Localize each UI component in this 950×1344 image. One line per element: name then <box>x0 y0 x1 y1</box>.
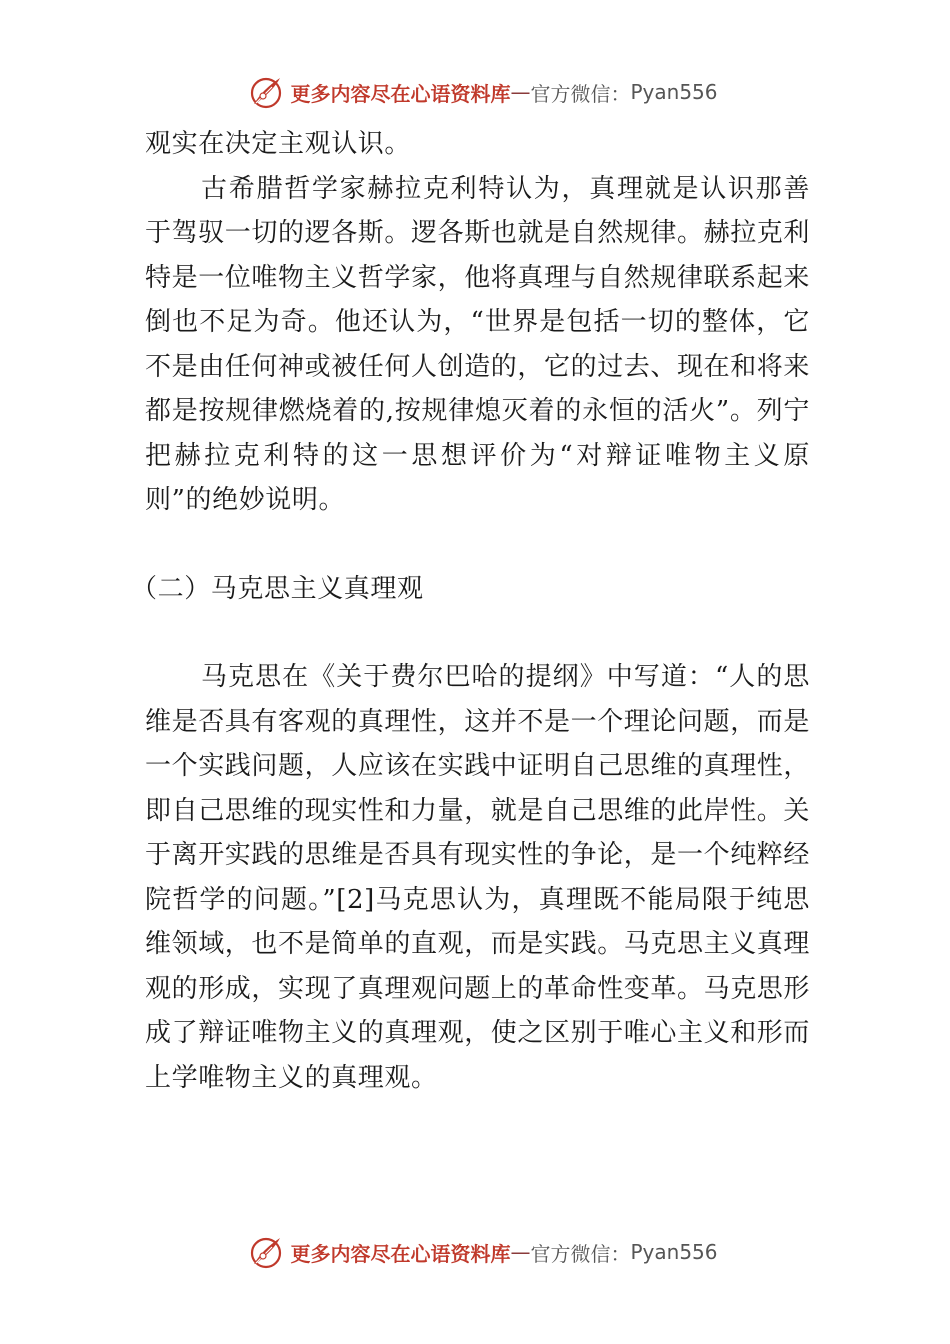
banner-wechat-id: Pyan556 <box>630 1240 718 1264</box>
paragraph-continuation: 观实在决定主观认识。 <box>145 129 412 159</box>
footer-banner-inner <box>246 1232 717 1272</box>
banner-official-label: 官方微信： <box>530 1241 631 1266</box>
header-banner-inner <box>246 72 717 112</box>
paragraph-marx: 马克思在《关于费尔巴哈的提纲》中写道：“人的思维是否具有客观的真理性，这并不是一个理论问题，而是一个实践问题，人应该在实践中证明自己思维的真理性，即自己思维的现实性和力量，就是自己思维的此岸性。关于离开实践的思维是否具有现实性的争论，是一个纯粹经院哲学的问题。”[2]马克思认为，真理既不能局限于纯思维领域，也不是简单的直观，而是实践。马克思主义真理观的形成，实现了真理观问题上的革命性变革。马克思形成了辩证唯物主义的真理观，使之区别于唯心主义和形而上学唯物主义的真理观。 <box>145 662 811 1093</box>
footer-banner <box>0 1230 950 1274</box>
banner-separator: — <box>510 80 531 104</box>
banner-wechat-id: Pyan556 <box>630 80 718 104</box>
banner-separator: — <box>510 1240 531 1264</box>
section-heading: （二）马克思主义真理观 <box>131 573 424 604</box>
quill-pen-logo-icon <box>246 1232 286 1272</box>
banner-text: 更多内容尽在心语资料库 <box>290 81 511 106</box>
document-body <box>131 122 811 1100</box>
banner-official-label: 官方微信： <box>530 81 631 106</box>
header-banner <box>0 70 950 114</box>
paragraph-heraclitus: 古希腊哲学家赫拉克利特认为，真理就是认识那善于驾驭一切的逻各斯。逻各斯也就是自然规律。赫拉克利特是一位唯物主义哲学家，他将真理与自然规律联系起来倒也不足为奇。他还认为，“世界是包括一切的整体，它不是由任何神或被任何人创造的，它的过去、现在和将来都是按规律燃烧着的,按规律熄灭着的永恒的活火”。列宁把赫拉克利特的这一思想评价为“对辩证唯物主义原则”的绝妙说明。 <box>145 173 811 515</box>
quill-pen-logo-icon <box>246 72 286 112</box>
banner-text: 更多内容尽在心语资料库 <box>290 1241 511 1266</box>
